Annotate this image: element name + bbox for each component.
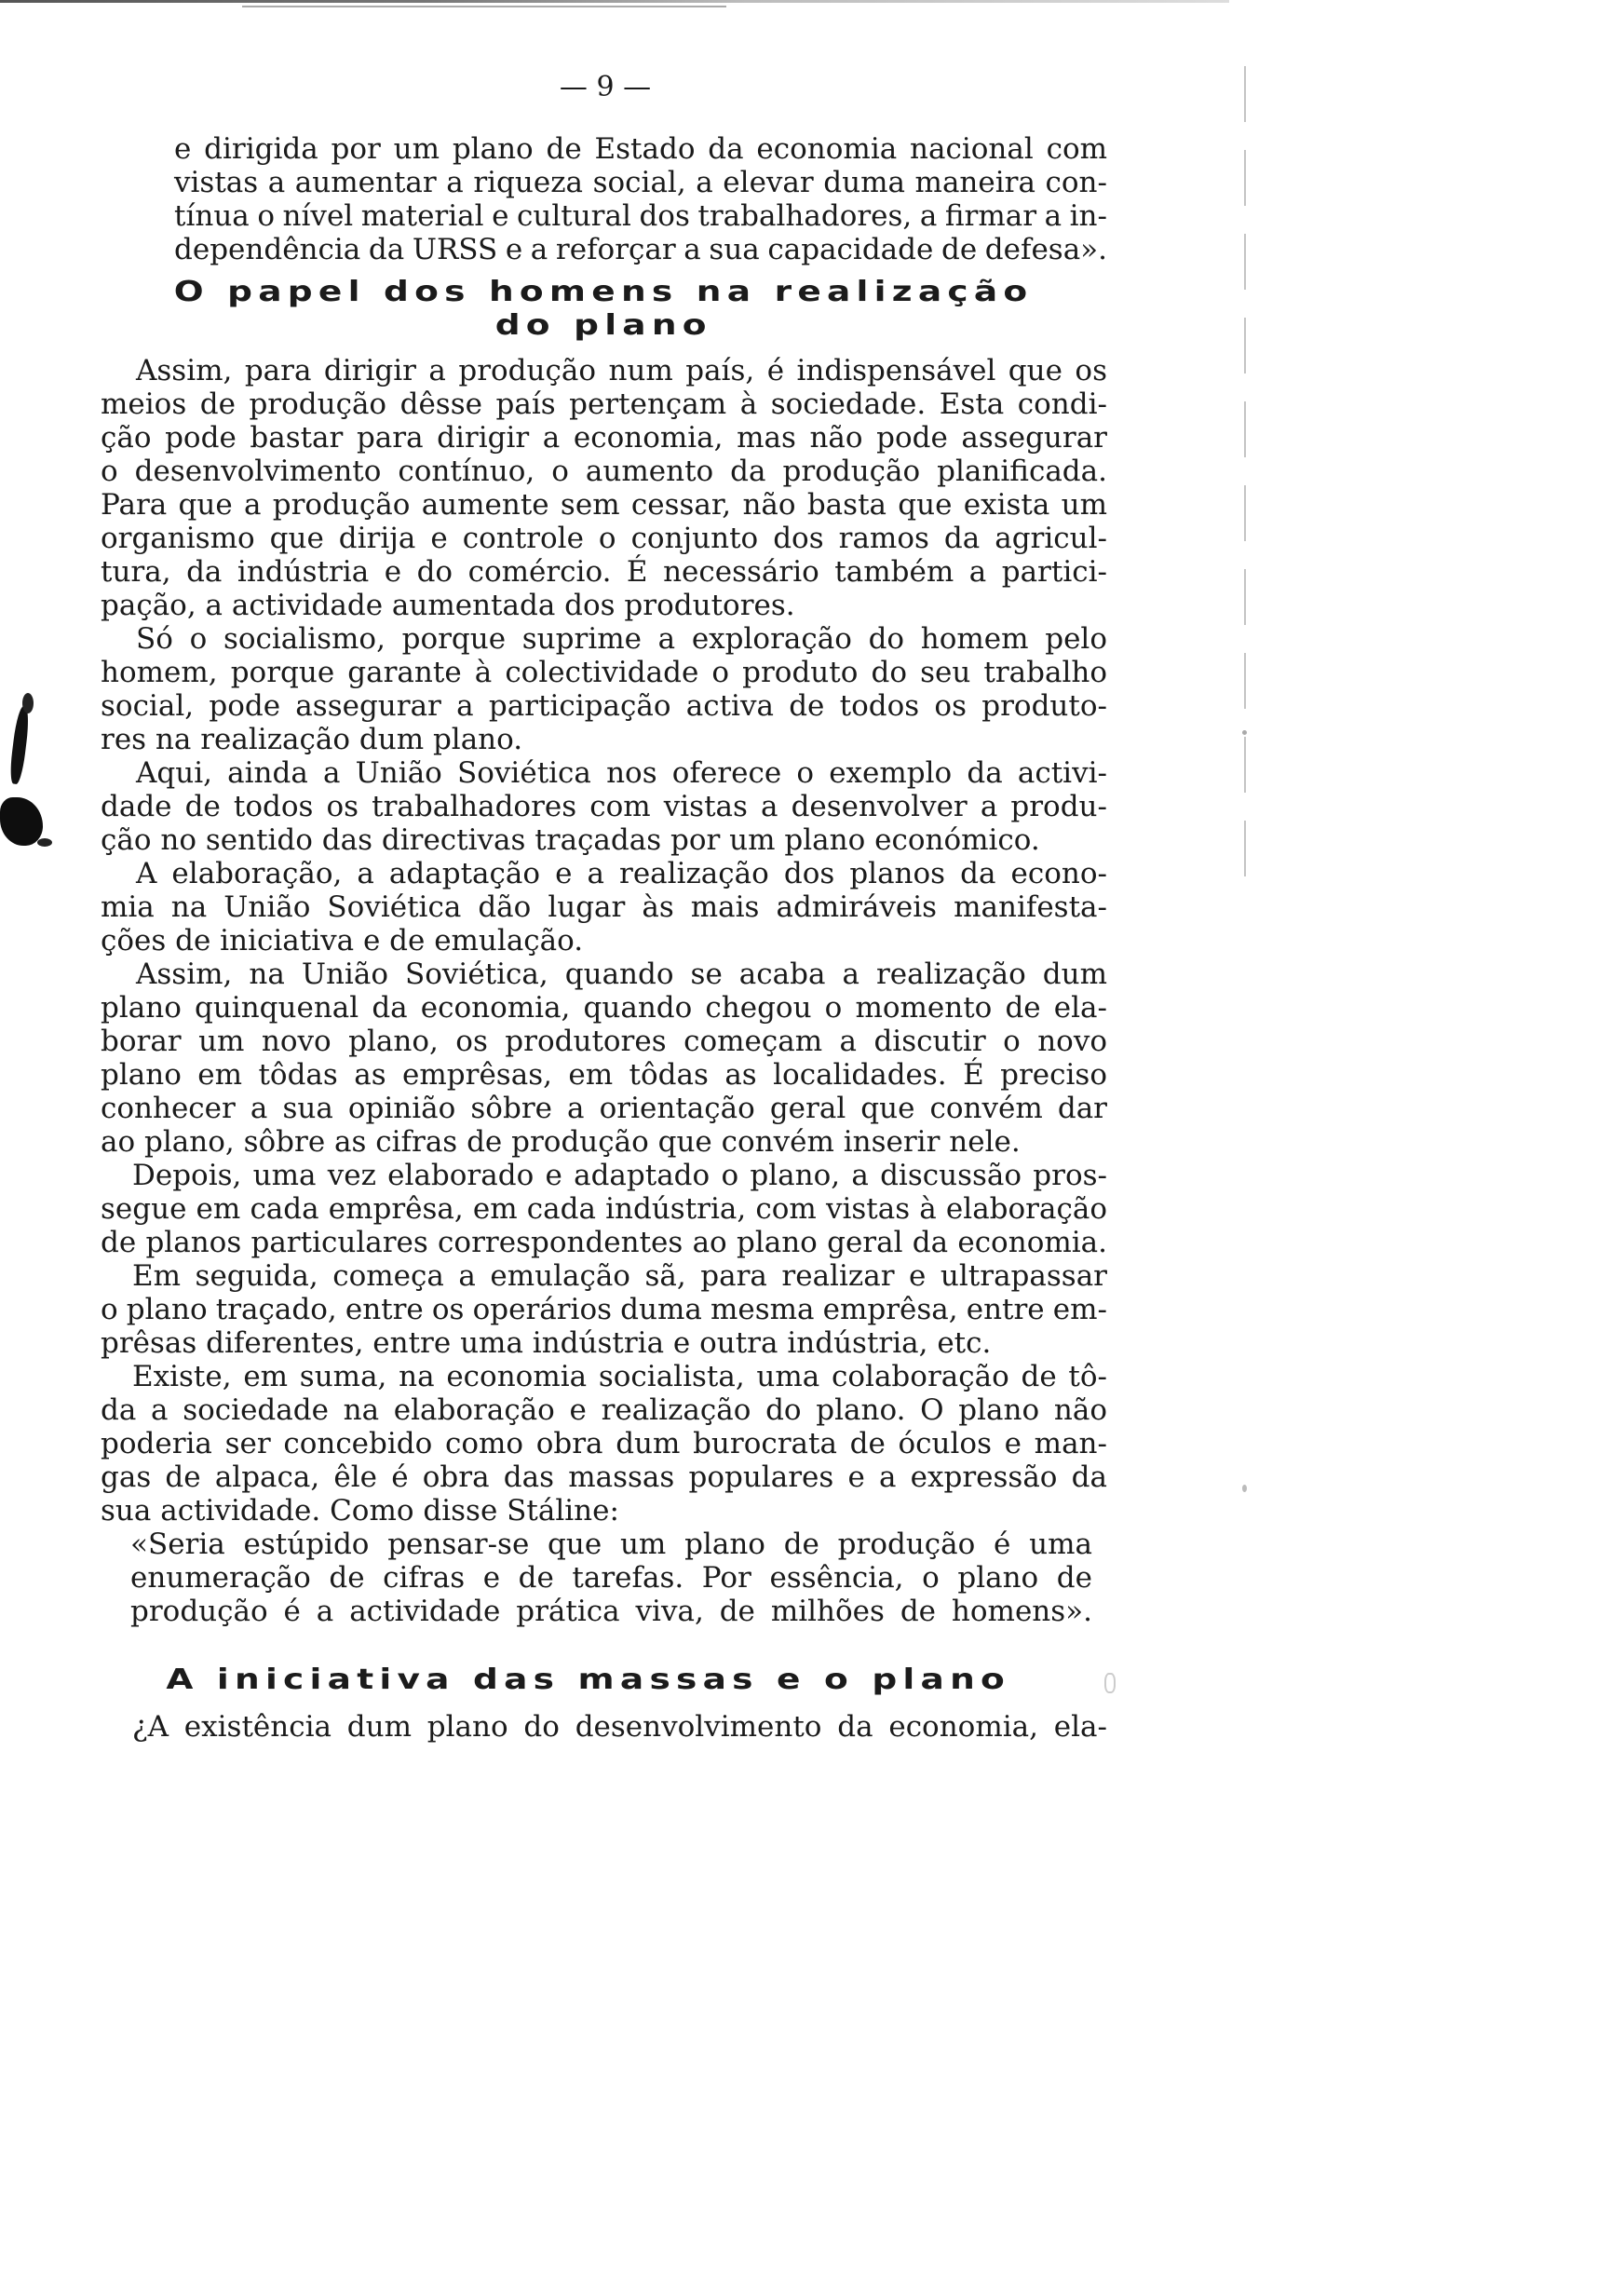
scan-artifact	[1242, 730, 1247, 735]
page-number: — 9 —	[559, 71, 652, 103]
section-heading	[101, 1662, 1107, 1699]
paragraph	[101, 756, 1107, 857]
text-line: Para que a produção aumente sem cessar, não basta que exista um	[101, 488, 1107, 522]
scan-artifact	[242, 6, 726, 7]
scan-artifact	[1242, 1485, 1247, 1492]
paragraph	[101, 622, 1107, 756]
text-line: plano em tôdas as emprêsas, em tôdas as localidades. É preciso	[101, 1058, 1107, 1092]
paragraph	[101, 1710, 1107, 1744]
text-line: segue em cada emprêsa, em cada indústria, com vistas à elaboração	[101, 1192, 1107, 1226]
text-line: pação, a actividade aumentada dos produtores.	[101, 589, 795, 622]
text-line: Depois, uma vez elaborado e adaptado o plano, a discussão pros-	[132, 1159, 1107, 1192]
text-line: tínua o nível material e cultural dos trabalhadores, a firmar a in-	[174, 199, 1107, 233]
paragraph	[101, 1360, 1107, 1528]
section-heading	[101, 276, 1107, 343]
text-line: homem, porque garante à colectividade o produto do seu trabalho	[101, 656, 1107, 689]
section-heading-text: A iniciativa das massas e o plano	[166, 1664, 1010, 1696]
text-column	[101, 132, 1107, 1744]
text-line: ção pode bastar para dirigir a economia, mas não pode assegurar	[101, 421, 1107, 455]
text-line: dade de todos os trabalhadores com vistas a desenvolver a produ-	[101, 790, 1107, 823]
text-line: organismo que dirija e controle o conjunto dos ramos da agricul-	[101, 522, 1107, 555]
text-line: o desenvolvimento contínuo, o aumento da produção planificada.	[101, 455, 1107, 488]
text-line: ao plano, sôbre as cifras de produção que convém inserir nele.	[101, 1125, 1021, 1159]
text-line: poderia ser concebido como obra dum burocrata de óculos e man-	[101, 1427, 1107, 1460]
section-heading-text: O papel dos homens na realização	[174, 276, 1034, 308]
paragraph	[101, 354, 1107, 622]
text-line: sua actividade. Como disse Stáline:	[101, 1494, 619, 1528]
scan-artifact	[22, 693, 34, 713]
text-line: Só o socialismo, porque suprime a exploração do homem pelo	[136, 622, 1107, 656]
text-line: dependência da URSS e a reforçar a sua capacidade de defesa».	[174, 233, 1107, 266]
text-line: de planos particulares correspondentes ao plano geral da economia.	[101, 1226, 1107, 1259]
paragraph	[101, 1159, 1107, 1259]
text-line: prêsas diferentes, entre uma indústria e outra indústria, etc.	[101, 1326, 992, 1360]
text-line: da a sociedade na elaboração e realização do plano. O plano não	[101, 1393, 1107, 1427]
block-quote	[101, 1528, 1107, 1628]
scan-artifact	[1244, 66, 1246, 901]
text-line: conhecer a sua opinião sôbre a orientação geral que convém dar	[101, 1092, 1107, 1125]
scan-artifact	[0, 0, 1229, 3]
scan-artifact	[8, 705, 31, 784]
section-heading-line	[101, 1662, 1076, 1699]
paragraph	[101, 1259, 1107, 1360]
text-line: borar um novo plano, os produtores começam a discutir o novo	[101, 1025, 1107, 1058]
text-line: res na realização dum plano.	[101, 723, 523, 756]
text-line: Assim, para dirigir a produção num país, é indispensável que os	[136, 354, 1107, 387]
text-line: ção no sentido das directivas traçadas por um plano económico.	[101, 823, 1040, 857]
text-line: Existe, em suma, na economia socialista, uma colaboração de tô-	[132, 1360, 1107, 1393]
scan-artifact	[0, 797, 43, 846]
text-line: gas de alpaca, êle é obra das massas populares e a expressão da	[101, 1460, 1107, 1494]
text-line: e dirigida por um plano de Estado da economia nacional com	[174, 132, 1107, 166]
text-line: A elaboração, a adaptação e a realização dos planos da econo-	[136, 857, 1107, 890]
text-line: tura, da indústria e do comércio. É necessário também a partici-	[101, 555, 1107, 589]
text-line: meios de produção dêsse país pertençam à sociedade. Esta condi-	[101, 387, 1107, 421]
text-line: social, pode assegurar a participação activa de todos os produto-	[101, 689, 1107, 723]
text-line: vistas a aumentar a riqueza social, a elevar duma maneira con-	[174, 166, 1107, 199]
section-heading-line	[101, 309, 1107, 343]
section-heading-text: do plano	[494, 309, 713, 342]
text-line: plano quinquenal da economia, quando chegou o momento de ela-	[101, 991, 1107, 1025]
paragraph	[101, 857, 1107, 957]
quote-line: enumeração de cifras e de tarefas. Por essência, o plano de	[130, 1561, 1092, 1595]
section-heading-line	[101, 276, 1107, 309]
text-line: Em seguida, começa a emulação sã, para realizar e ultrapassar	[132, 1259, 1107, 1293]
text-line: ¿A existência dum plano do desenvolvimento da economia, ela-	[132, 1710, 1107, 1744]
scan-artifact	[37, 838, 52, 847]
quote-line: produção é a actividade prática viva, de milhões de homens».	[130, 1595, 1092, 1628]
text-line: Aqui, ainda a União Soviética nos oferece o exemplo da activi-	[136, 756, 1107, 790]
continued-quotation	[101, 132, 1107, 266]
paragraph	[101, 957, 1107, 1159]
text-line: mia na União Soviética dão lugar às mais admiráveis manifesta-	[101, 890, 1107, 924]
quote-line: «Seria estúpido pensar-se que um plano de produção é uma	[130, 1528, 1092, 1561]
text-line: o plano traçado, entre os operários duma mesma emprêsa, entre em-	[101, 1293, 1107, 1326]
text-line: ções de iniciativa e de emulação.	[101, 924, 584, 957]
text-line: Assim, na União Soviética, quando se acaba a realização dum	[136, 957, 1107, 991]
